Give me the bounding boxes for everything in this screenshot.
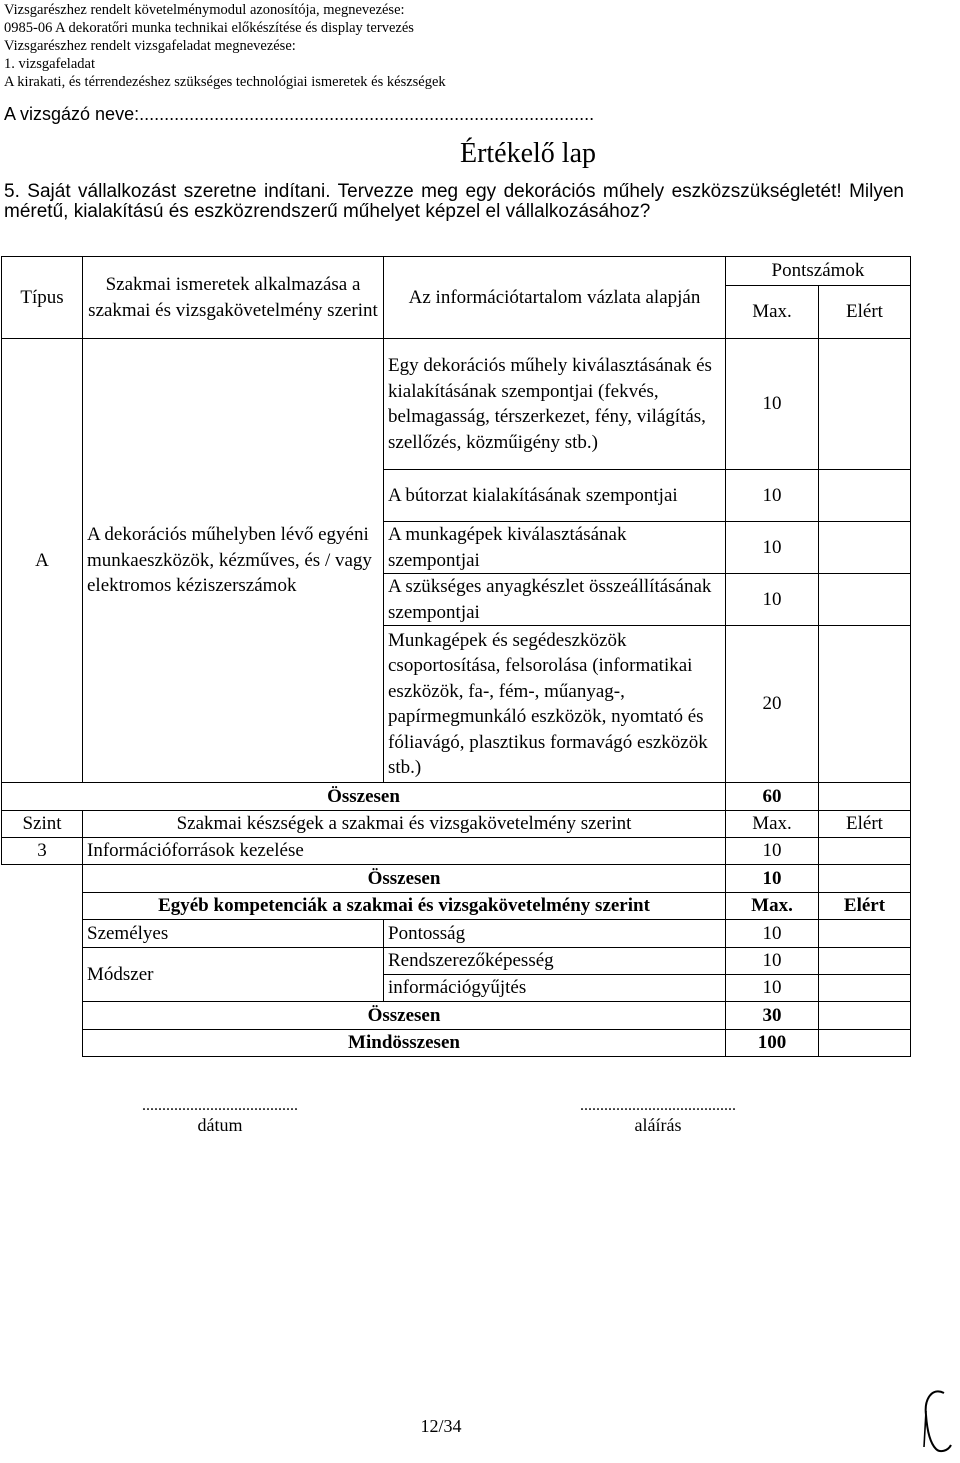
header-task-label: Vizsgarészhez rendelt vizsgafeladat megnevezése:: [4, 38, 296, 54]
achieved-points[interactable]: [819, 574, 911, 626]
grand-total-achieved[interactable]: [819, 1030, 911, 1057]
competency-max: 10: [726, 948, 819, 975]
skill-label: Információforrások kezelése: [83, 838, 726, 865]
type-cell: A: [2, 339, 83, 783]
max-points: 10: [726, 470, 819, 522]
task-description: 5. Saját vállalkozást szeretne indítani. Tervezze meg egy dekorációs műhely eszközszükségletét! Milyen méretű, kialakítású és eszközrendszerű műhelyet képzel el vállalkozásához?: [4, 181, 904, 222]
header-task-name: A kirakati, és térrendezéshez szükséges technológiai ismeretek és készségek: [4, 74, 446, 90]
competency-max: 10: [726, 920, 819, 948]
competency-group: Módszer: [83, 948, 384, 1002]
blank-cell: [2, 920, 83, 948]
max-points: 10: [726, 574, 819, 626]
header-module-label: Vizsgarészhez rendelt követelménymodul azonosítója, megnevezése:: [4, 2, 405, 18]
knowledge-cell: A dekorációs műhelyben lévő egyéni munkaeszközök, kézműves, és / vagy elektromos kéziszerszámok: [83, 339, 384, 783]
blank-cell: [2, 1030, 83, 1057]
evaluation-table: [1, 256, 911, 1057]
subtotal-label: Összesen: [83, 865, 726, 893]
subtotal-max: 10: [726, 865, 819, 893]
competency-label: információgyűjtés: [384, 975, 726, 1002]
col-max-header: Max.: [726, 286, 819, 339]
competency-group: Személyes: [83, 920, 384, 948]
page-title: Értékelő lap: [459, 138, 597, 169]
signature-block: [508, 1097, 808, 1136]
page-number: 12/34: [420, 1416, 462, 1436]
competency-achieved[interactable]: [819, 975, 911, 1002]
subtotal-achieved[interactable]: [819, 1002, 911, 1030]
competency-label: Rendszerezőképesség: [384, 948, 726, 975]
max-points: 20: [726, 626, 819, 783]
other-competencies-header: Egyéb kompetenciák a szakmai és vizsgakövetelmény szerint: [83, 893, 726, 920]
info-item: A bútorzat kialakításának szempontjai: [384, 470, 726, 522]
achieved-points[interactable]: [819, 339, 911, 470]
col-level-header: Szint: [2, 811, 83, 838]
col-points-header: Pontszámok: [726, 257, 911, 286]
subtotal-max: 30: [726, 1002, 819, 1030]
skill-max: 10: [726, 838, 819, 865]
info-item: A munkagépek kiválasztásának szempontjai: [384, 522, 726, 574]
other-achieved-header: Elért: [819, 893, 911, 920]
max-points: 10: [726, 522, 819, 574]
header-module-name: 0985-06 A dekoratőri munka technikai előkészítése és display tervezés: [4, 20, 414, 36]
blank-cell: [2, 1002, 83, 1030]
col-knowledge-header: Szakmai ismeretek alkalmazása a szakmai és vizsgakövetelmény szerint: [83, 257, 384, 339]
skills-max-header: Max.: [726, 811, 819, 838]
examinee-name-line: A vizsgázó neve:...........................................................................................: [4, 104, 595, 124]
competency-achieved[interactable]: [819, 948, 911, 975]
col-info-header: Az információtartalom vázlata alapján: [384, 257, 726, 339]
other-max-header: Max.: [726, 893, 819, 920]
blank-cell: [2, 948, 83, 975]
subtotal-achieved[interactable]: [819, 865, 911, 893]
subtotal-label: Összesen: [2, 783, 726, 811]
blank-cell: [2, 865, 83, 893]
info-item: A szükséges anyagkészlet összeállításának szempontjai: [384, 574, 726, 626]
max-points: 10: [726, 339, 819, 470]
achieved-points[interactable]: [819, 626, 911, 783]
competency-achieved[interactable]: [819, 920, 911, 948]
date-line: .......................................: [142, 1097, 298, 1114]
info-item: Munkagépek és segédeszközök csoportosítása, felsorolása (informatikai eszközök, fa-, fém-, műanyag-, papírmegmunkáló eszközök, nyomtató és fóliavágó, plasztikus formavágó eszközök stb.): [384, 626, 726, 783]
date-label: dátum: [197, 1115, 243, 1135]
achieved-points[interactable]: [819, 470, 911, 522]
info-item: Egy dekorációs műhely kiválasztásának és kialakításának szempontjai (fekvés, belmagasság, térszerkezet, fény, világítás, szellőzés, közműigény stb.): [384, 339, 726, 470]
skill-achieved[interactable]: [819, 838, 911, 865]
grand-total-label: Mindösszesen: [83, 1030, 726, 1057]
subtotal-label: Összesen: [83, 1002, 726, 1030]
signature-line: .......................................: [580, 1097, 736, 1114]
signature-label: aláírás: [634, 1115, 682, 1135]
date-signature-block: [70, 1097, 370, 1136]
competency-label: Pontosság: [384, 920, 726, 948]
header-task-number: 1. vizsgafeladat: [4, 56, 95, 72]
subtotal-max: 60: [726, 783, 819, 811]
competency-max: 10: [726, 975, 819, 1002]
blank-cell: [2, 975, 83, 1002]
col-type-header: Típus: [2, 257, 83, 339]
skills-header: Szakmai készségek a szakmai és vizsgakövetelmény szerint: [83, 811, 726, 838]
skills-achieved-header: Elért: [819, 811, 911, 838]
col-achieved-header: Elért: [819, 286, 911, 339]
grand-total-max: 100: [726, 1030, 819, 1057]
blank-cell: [2, 893, 83, 920]
subtotal-achieved[interactable]: [819, 783, 911, 811]
handwritten-initial-mark: [918, 1385, 954, 1455]
skill-level: 3: [2, 838, 83, 865]
achieved-points[interactable]: [819, 522, 911, 574]
